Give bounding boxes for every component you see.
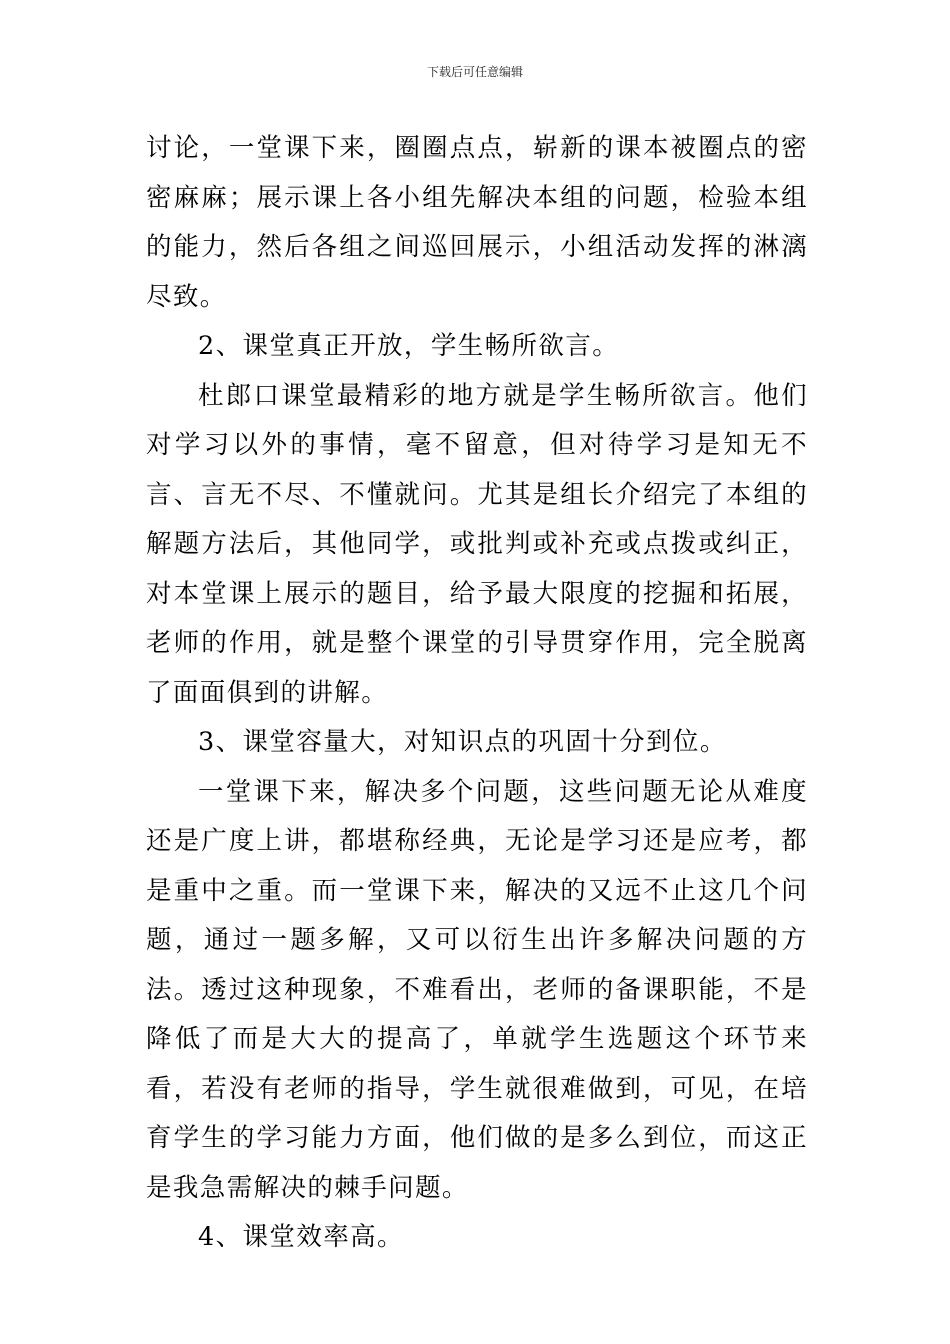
paragraph-3: 一堂课下来，解决多个问题，这些问题无论从难度还是广度上讲，都堪称经典，无论是学习还是应考，都是重中之重。而一堂课下来，解决的又远不止这几个问题，通过一题多解，又可以衍生出许多解决问题的方法。透过这种现象，不难看出，老师的备课职能，不是降低了而是大大的提高了，单就学生选题这个环节来看，若没有老师的指导，学生就很难做到，可见，在培育学生的学习能力方面，他们做的是多么到位，而这正是我急需解决的棘手问题。 <box>146 776 808 1203</box>
section-heading-2: 2、课堂真正开放，学生畅所欲言。 <box>198 331 620 361</box>
section-heading-3: 3、课堂容量大，对知识点的巩固十分到位。 <box>198 727 727 757</box>
paragraph-1: 讨论，一堂课下来，圈圈点点，崭新的课本被圈点的密密麻麻；展示课上各小组先解决本组的问题，检验本组的能力，然后各组之间巡回展示，小组活动发挥的淋漓尽致。 <box>146 133 808 312</box>
page-header: 下载后可任意编辑 <box>426 65 523 79</box>
document-body <box>146 124 808 1263</box>
paragraph-2: 杜郎口课堂最精彩的地方就是学生畅所欲言。他们对学习以外的事情，毫不留意，但对待学习是知无不言、言无不尽、不懂就问。尤其是组长介绍完了本组的解题方法后，其他同学，或批判或补充或点拨或纠正，对本堂课上展示的题目，给予最大限度的挖掘和拓展，老师的作用，就是整个课堂的引导贯穿作用，完全脱离了面面俱到的讲解。 <box>146 380 808 708</box>
section-heading-4: 4、课堂效率高。 <box>198 1222 404 1252</box>
